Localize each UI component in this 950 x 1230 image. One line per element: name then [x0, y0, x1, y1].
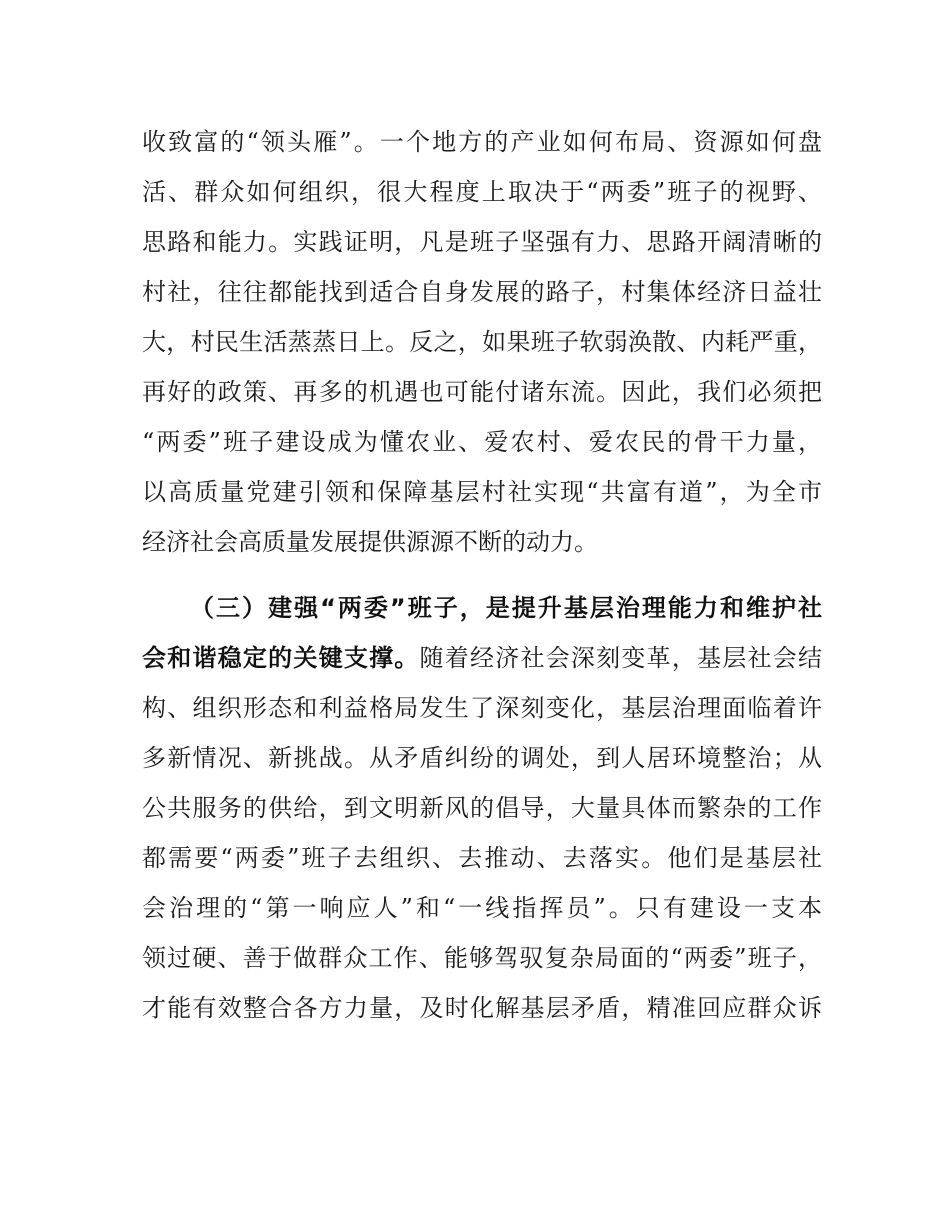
- paragraph-1-line-1: 收致富的“领头雁”。一个地方的产业如何布局、资源如何盘: [142, 128, 822, 156]
- paragraph-1-line-9: 经济社会高质量发展提供源源不断的动力。: [142, 528, 598, 556]
- paragraph-1-line-8: 以高质量党建引领和保障基层村社实现“共富有道”，为全市: [142, 478, 822, 506]
- paragraph-1-line-3: 思路和能力。实践证明，凡是班子坚强有力、思路开阔清晰的: [142, 228, 822, 256]
- paragraph-1-line-2: 活、群众如何组织，很大程度上取决于“两委”班子的视野、: [142, 178, 822, 206]
- paragraph-1-line-7: “两委”班子建设成为懂农业、爱农村、爱农民的骨干力量，: [142, 428, 822, 456]
- paragraph-2-line-2: 构、组织形态和利益格局发生了深刻变化，基层治理面临着许: [142, 694, 822, 722]
- section-heading-line-1: （三）建强“两委”班子，是提升基层治理能力和维护社: [190, 594, 822, 622]
- paragraph-1-line-5: 大，村民生活蒸蒸日上。反之，如果班子软弱涣散、内耗严重，: [142, 328, 822, 356]
- paragraph-2-line-1-text: 随着经济社会深刻变革，基层社会结: [419, 644, 823, 672]
- section-heading-line-2: 会和谐稳定的关键支撑。: [142, 644, 420, 672]
- paragraph-2-line-8: 才能有效整合各方力量，及时化解基层矛盾，精准回应群众诉: [142, 994, 822, 1022]
- paragraph-2-line-3: 多新情况、新挑战。从矛盾纠纷的调处，到人居环境整治；从: [142, 744, 822, 772]
- paragraph-1-line-6: 再好的政策、再多的机遇也可能付诸东流。因此，我们必须把: [142, 378, 822, 406]
- paragraph-2-line-1: [142, 638, 822, 678]
- paragraph-2-line-5: 都需要“两委”班子去组织、去推动、去落实。他们是基层社: [142, 844, 822, 872]
- paragraph-2-line-4: 公共服务的供给，到文明新风的倡导，大量具体而繁杂的工作: [142, 794, 822, 822]
- paragraph-1-line-4: 村社，往往都能找到适合自身发展的路子，村集体经济日益壮: [142, 278, 822, 306]
- paragraph-2-line-6: 会治理的“第一响应人”和“一线指挥员”。只有建设一支本: [142, 894, 822, 922]
- paragraph-2-line-7: 领过硬、善于做群众工作、能够驾驭复杂局面的“两委”班子，: [142, 944, 822, 972]
